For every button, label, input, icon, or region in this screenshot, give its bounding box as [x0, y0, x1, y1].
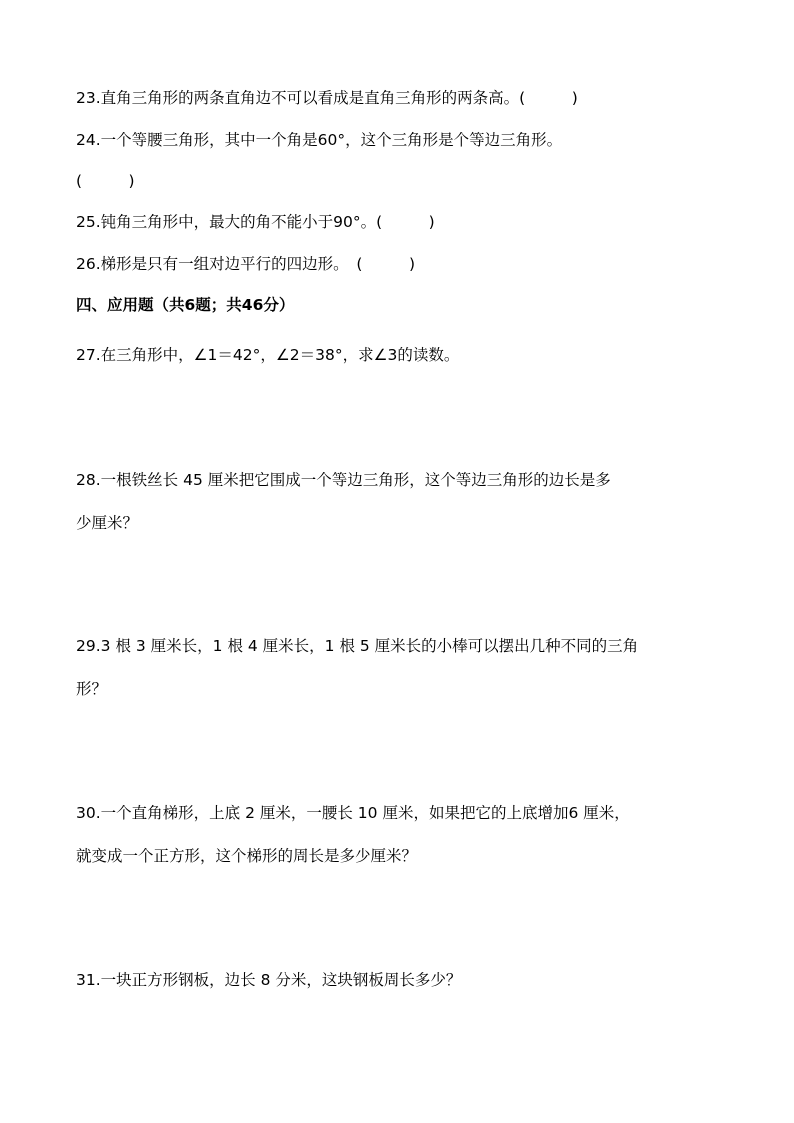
question-30-line-1: 30.一个直角梯形，上底 2 厘米，一腰长 10 厘米，如果把它的上底增加6 厘米，	[76, 804, 630, 822]
question-28-line-1: 28.一根铁丝长 45 厘米把它围成一个等边三角形，这个等边三角形的边长是多	[76, 471, 611, 489]
question-23: 23.直角三角形的两条直角边不可以看成是直角三角形的两条高。( )	[76, 89, 578, 107]
section-heading-application: 四、应用题（共6题；共46分）	[76, 296, 295, 314]
question-29-line-2: 形？	[76, 680, 108, 698]
question-28-line-2: 少厘米？	[76, 514, 139, 532]
question-25: 25.钝角三角形中，最大的角不能小于90°。( )	[76, 213, 435, 231]
question-24-line-1: 24.一个等腰三角形，其中一个角是60°，这个三角形是个等边三角形。	[76, 131, 563, 149]
question-31: 31.一块正方形钢板，边长 8 分米，这块钢板周长多少？	[76, 971, 462, 989]
question-27: 27.在三角形中，∠1＝42°，∠2＝38°，求∠3的读数。	[76, 346, 460, 364]
question-29-line-1: 29.3 根 3 厘米长，1 根 4 厘米长，1 根 5 厘米长的小棒可以摆出几种不同的三角	[76, 637, 639, 655]
question-26: 26.梯形是只有一组对边平行的四边形。 ( )	[76, 255, 415, 273]
question-24-line-2: ( )	[76, 172, 135, 190]
question-30-line-2: 就变成一个正方形，这个梯形的周长是多少厘米？	[76, 847, 418, 865]
